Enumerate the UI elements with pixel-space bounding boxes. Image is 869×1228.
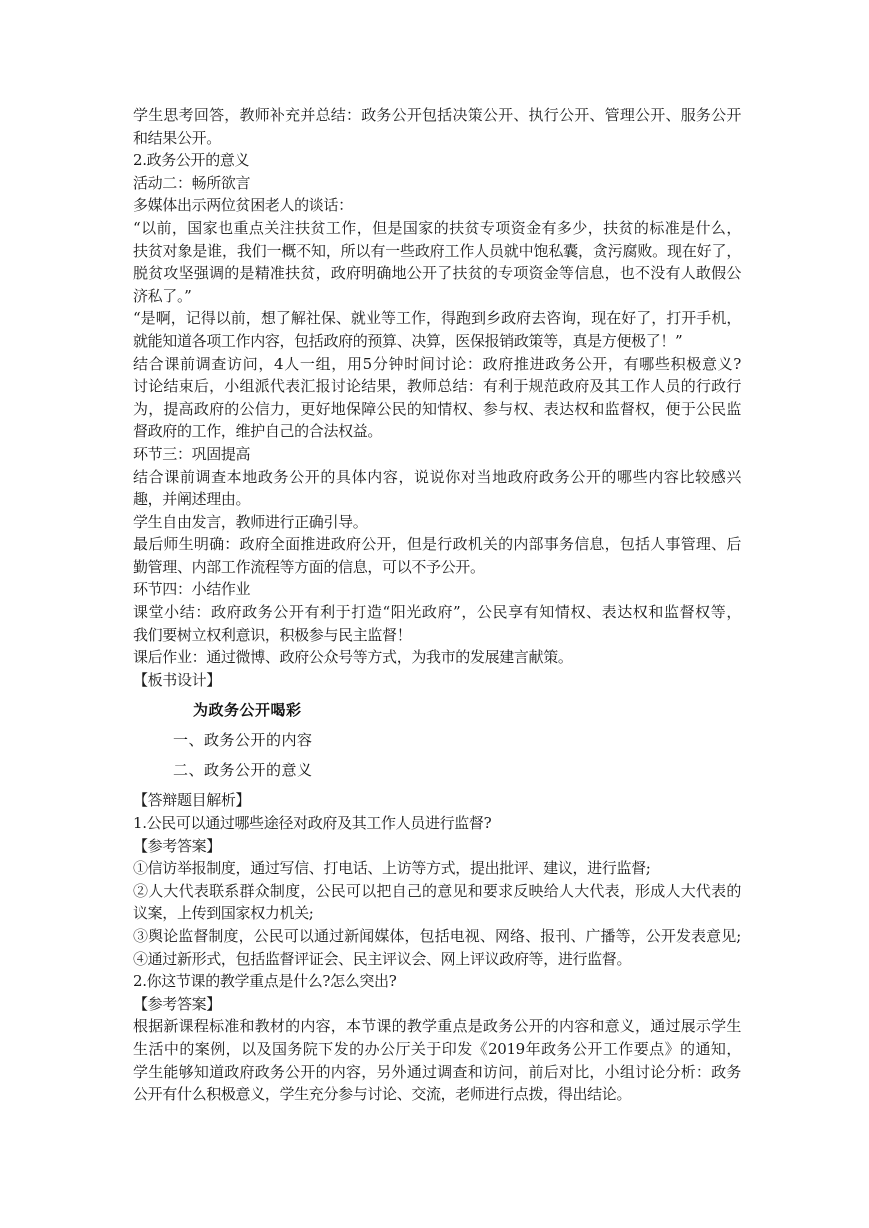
text-line: 多媒体出示两位贫困老人的谈话： [133,196,353,215]
text-line: 根据新课程标准和教材的内容，本节课的教学重点是政务公开的内容和意义，通过展示学生 [133,1017,741,1036]
text-line: “是啊，记得以前，想了解社保、就业等工作，得跑到乡政府去咨询，现在好了，打开手机， [133,309,741,328]
text-line: 议案，上传到国家权力机关; [133,904,314,923]
text-line: 和结果公开。 [133,128,221,147]
text-line: 课堂小结：政府政务公开有利于打造“阳光政府”，公民享有知情权、表达权和监督权等， [133,603,741,622]
text-line: 2.政务公开的意义 [133,151,250,170]
text-line: 1.公民可以通过哪些途径对政府及其工作人员进行监督? [133,814,492,833]
text-line: 学生自由发言，教师进行正确引导。 [133,512,368,531]
text-line: ③舆论监督制度，公民可以通过新闻媒体，包括电视、网络、报刊、广播等，公开发表意见; [133,927,741,945]
text-line: 2.你这节课的教学重点是什么?怎么突出? [133,972,397,991]
text-line: ①信访举报制度，通过写信、打电话、上访等方式，提出批评、建议，进行监督; [133,859,651,878]
text-line: ④通过新形式，包括监督评证会、民主评议会、网上评议政府等，进行监督。 [133,949,632,968]
text-line: 结合课前调查访问，4人一组，用5分钟时间讨论：政府推进政务公开，有哪些积极意义? [133,354,741,373]
text-line: 讨论结束后，小组派代表汇报讨论结果，教师总结：有利于规范政府及其工作人员的行政行 [133,377,741,396]
text-line: 勤管理、内部工作流程等方面的信息，可以不予公开。 [133,557,485,576]
text-line: 学生思考回答，教师补充并总结：政务公开包括决策公开、执行公开、管理公开、服务公开 [133,106,741,124]
text-line: 公开有什么积极意义，学生充分参与讨论、交流，老师进行点拨，得出结论。 [133,1085,632,1104]
text-line: 【答辩题目解析】 [133,791,251,810]
text-line: 督政府的工作，维护自己的合法权益。 [133,422,383,441]
text-line: 【板书设计】 [133,670,221,689]
text-line: 环节四：小结作业 [133,580,251,599]
text-line: 生活中的案例，以及国务院下发的办公厅关于印发《2019年政务公开工作要点》的通知， [133,1039,741,1058]
text-line: 就能知道各项工作内容，包括政府的预算、决算，医保报销政策等，真是方便极了！” [133,331,683,350]
text-line: 结合课前调查本地政务公开的具体内容，说说你对当地政府政务公开的哪些内容比较感兴 [133,467,741,486]
text-line: 脱贫攻坚强调的是精准扶贫，政府明确地公开了扶贫的专项资金等信息，也不没有人敢假公 [133,264,741,283]
text-line: “以前，国家也重点关注扶贫工作，但是国家的扶贫专项资金有多少，扶贫的标准是什么， [133,218,741,237]
document-body [133,104,741,1106]
blackboard-design [133,695,741,785]
text-line: 扶贫对象是谁，我们一概不知，所以有一些政府工作人员就中饱私囊，贪污腐败。现在好了， [133,241,741,260]
board-title: 为政务公开喝彩 [193,701,302,720]
text-line: 为，提高政府的公信力，更好地保障公民的知情权、参与权、表达权和监督权，便于公民监 [133,399,741,418]
board-item-significance: 二、政务公开的意义 [173,761,313,780]
text-line: 学生能够知道政府政务公开的内容，另外通过调查和访问，前后对比，小组讨论分析：政务 [133,1062,741,1081]
text-line: 【参考答案】 [133,836,221,855]
text-line: 趣，并阐述理由。 [133,490,251,509]
text-line: 我们要树立权利意识，积极参与民主监督！ [133,625,412,644]
text-line: 最后师生明确：政府全面推进政府公开，但是行政机关的内部事务信息，包括人事管理、后 [133,535,741,554]
text-line: 环节三：巩固提高 [133,444,251,463]
lesson-text-section [133,104,741,691]
text-line: ②人大代表联系群众制度，公民可以把自己的意见和要求反映给人大代表，形成人大代表的 [133,881,741,900]
text-line: 课后作业：通过微博、政府公众号等方式，为我市的发展建言献策。 [133,648,573,667]
text-line: 济私了。” [133,286,192,305]
defense-questions-section [133,789,741,1105]
text-line: 【参考答案】 [133,994,221,1013]
board-item-content: 一、政务公开的内容 [173,731,313,750]
text-line: 活动二：畅所欲言 [133,173,251,192]
